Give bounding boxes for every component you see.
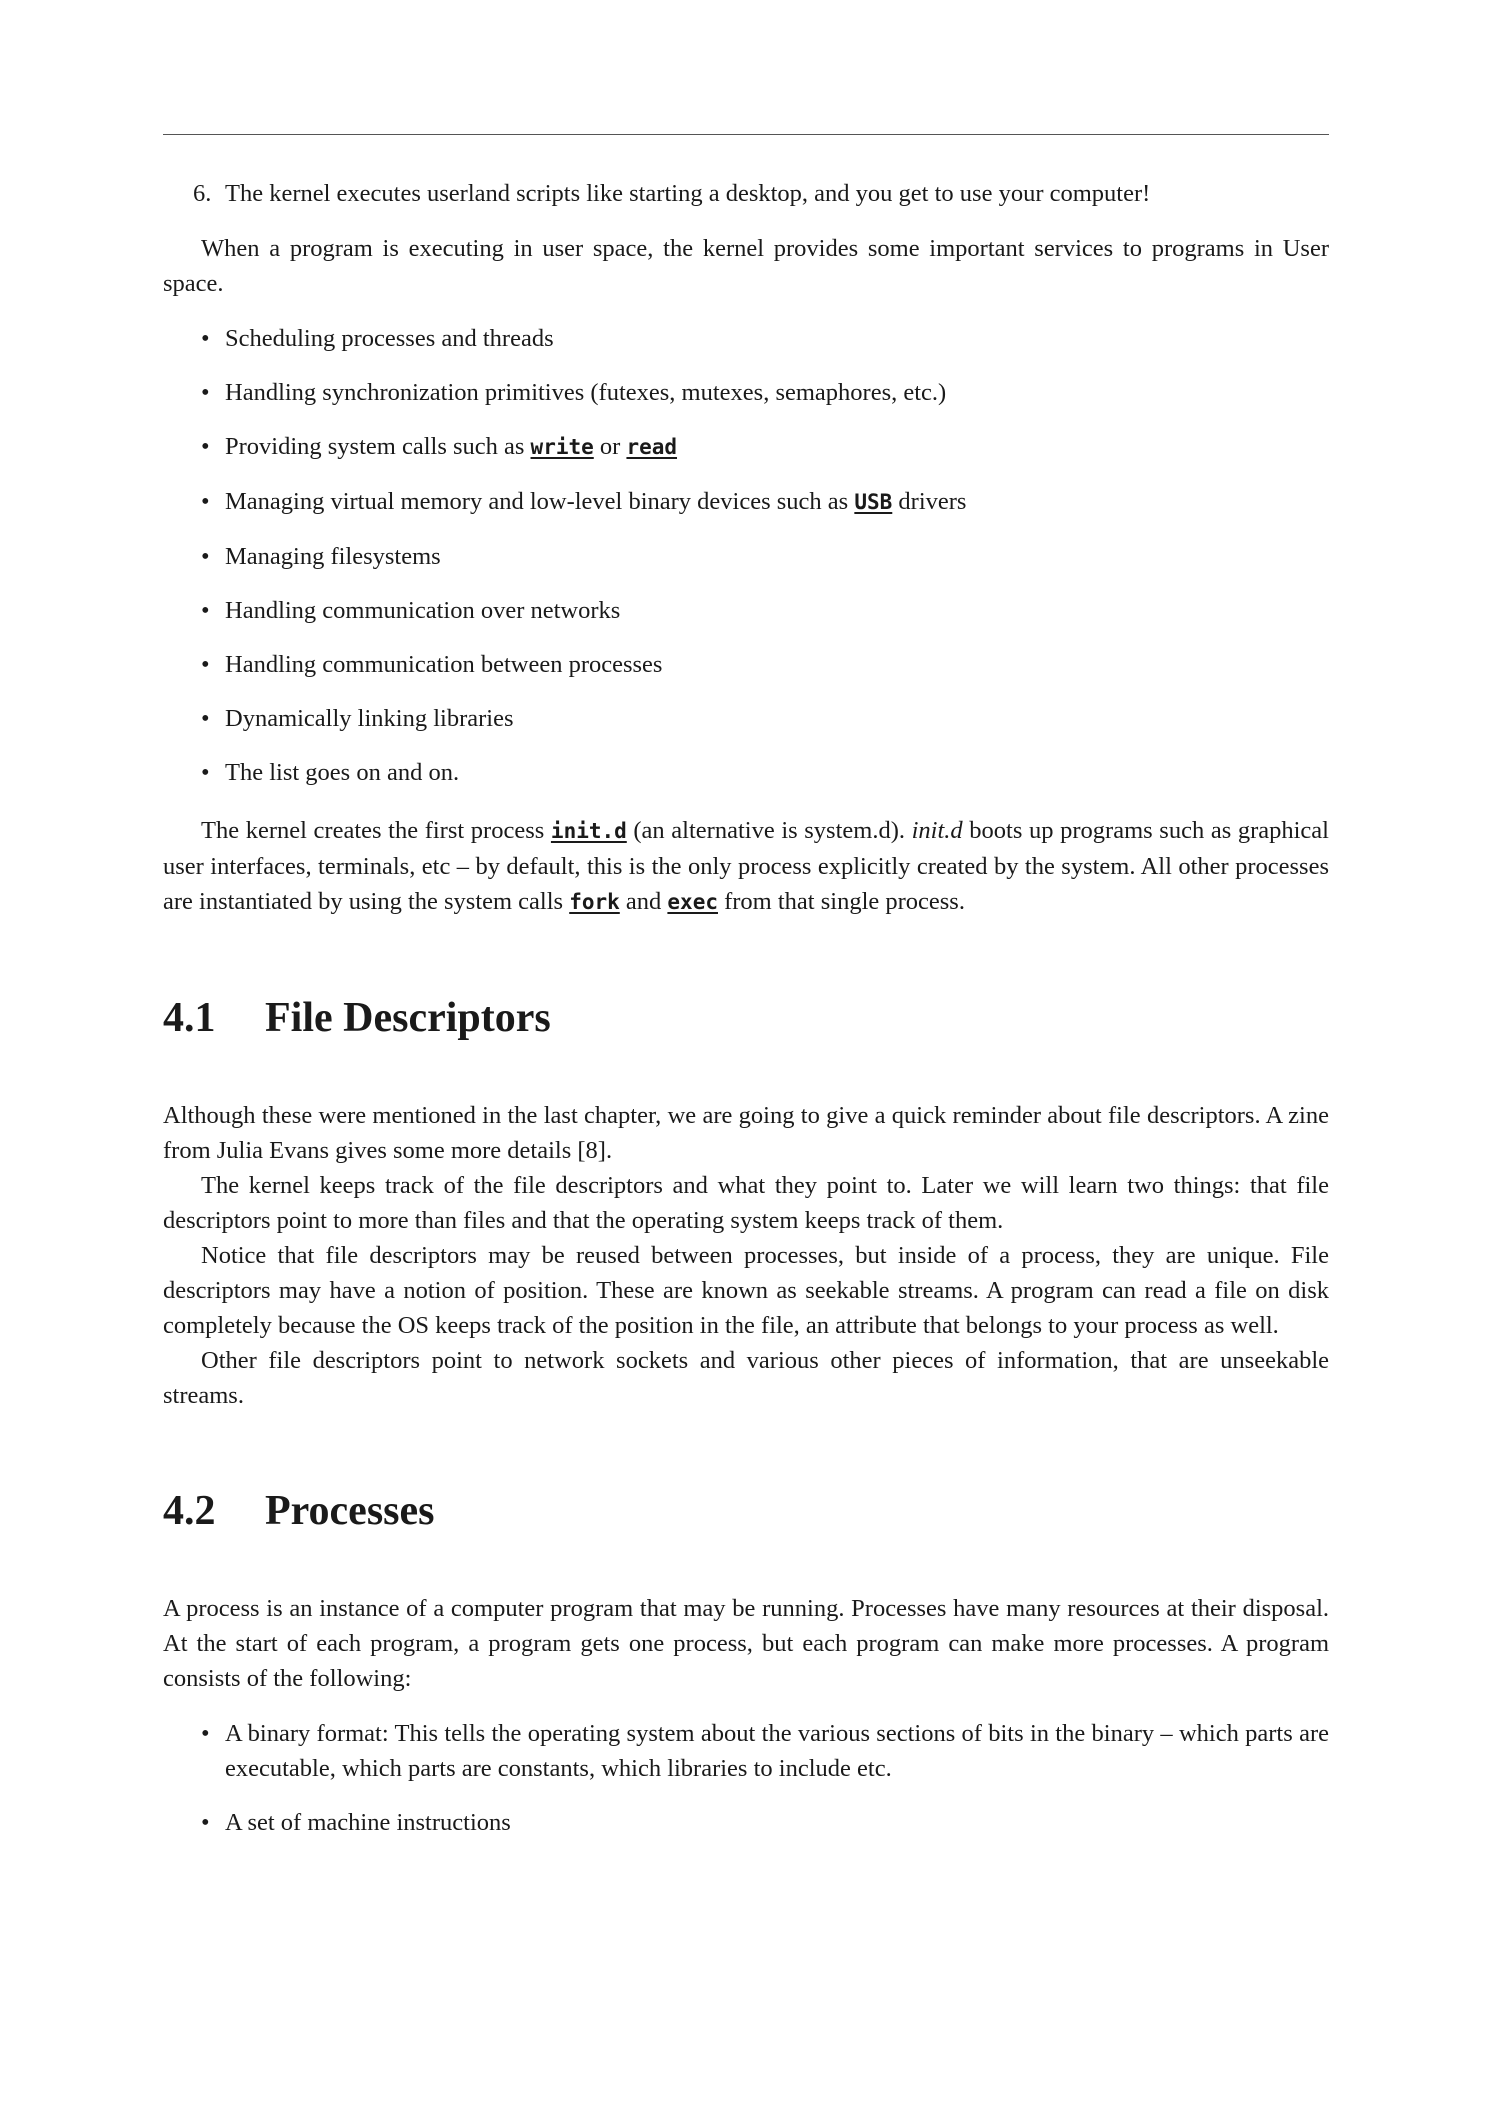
list-item <box>163 375 1329 410</box>
code-usb[interactable]: USB <box>854 490 893 514</box>
intro-paragraph: When a program is executing in user space, the kernel provides some important services to programs in User space. <box>163 235 1329 297</box>
text-run: (an alternative is system.d). <box>626 817 912 844</box>
item-number: 6. <box>193 180 212 207</box>
fd-paragraph-2: The kernel keeps track of the file descriptors and what they point to. Later we will learn two things: that file descriptors point to more than files and that the operating system keeps track of them. <box>163 1172 1329 1234</box>
program-parts-list <box>163 1716 1329 1840</box>
section-heading-processes <box>163 1485 1329 1537</box>
list-item <box>163 484 1329 520</box>
text-run: boots up programs such as graphical user interfaces, terminals, etc – by default, this is the only process explicitly created by the system. All other processes are instantiated by using the system calls <box>163 817 1329 915</box>
code-init-d[interactable]: init.d <box>550 819 627 843</box>
proc-paragraph-1: A process is an instance of a computer program that may be running. Processes have many resources at their disposal. At the start of each program, a program gets one process, but each program can make more processes. A program consists of the following: <box>163 1595 1329 1692</box>
code-read[interactable]: read <box>626 435 678 459</box>
bullet: • <box>201 379 210 406</box>
text-run: from that single process. <box>717 888 965 915</box>
item-text: Managing virtual memory and low-level binary devices such as <box>225 488 855 515</box>
fd-paragraph-3: Notice that file descriptors may be reused between processes, but inside of a process, they are unique. File descriptors may have a notion of position. These are known as seekable streams. A program can read a file on disk completely because the OS keeps track of the position in the file, an attribute that belongs to your process as well. <box>163 1242 1329 1339</box>
item-text: Dynamically linking libraries <box>225 705 514 732</box>
list-item <box>163 593 1329 628</box>
init-paragraph <box>163 813 1329 920</box>
list-item <box>163 539 1329 574</box>
header-rule <box>163 134 1329 135</box>
emphasis-init-d: init.d <box>911 817 963 844</box>
page-content <box>163 176 1329 1859</box>
section-heading-file-descriptors <box>163 992 1329 1044</box>
item-text: or <box>593 433 627 460</box>
list-item <box>163 1805 1329 1840</box>
text-run: and <box>619 888 668 915</box>
bullet: • <box>201 597 210 624</box>
bullet: • <box>201 433 210 460</box>
item-text: Handling communication between processes <box>225 651 663 678</box>
list-item <box>163 1716 1329 1786</box>
item-text: A binary format: This tells the operating system about the various sections of bits in the binary – which parts are executable, which parts are constants, which libraries to include etc. <box>225 1720 1329 1782</box>
fd-paragraph-1: Although these were mentioned in the last chapter, we are going to give a quick reminder about file descriptors. A zine from Julia Evans gives some more details [8]. <box>163 1102 1329 1164</box>
list-item <box>163 429 1329 465</box>
list-item <box>163 647 1329 682</box>
bullet: • <box>201 1809 210 1836</box>
item-text: Providing system calls such as <box>225 433 531 460</box>
section-number: 4.1 <box>163 995 216 1041</box>
bullet: • <box>201 759 210 786</box>
enumerated-list <box>163 176 1329 211</box>
section-title: Processes <box>265 1488 435 1534</box>
list-item <box>163 176 1329 211</box>
bullet: • <box>201 1720 210 1747</box>
bullet: • <box>201 543 210 570</box>
item-text: A set of machine instructions <box>225 1809 511 1836</box>
bullet: • <box>201 325 210 352</box>
section-title: File Descriptors <box>265 995 551 1041</box>
item-text: Scheduling processes and threads <box>225 325 554 352</box>
item-text: Handling synchronization primitives (futexes, mutexes, semaphores, etc.) <box>225 379 947 406</box>
bullet: • <box>201 488 210 515</box>
code-exec[interactable]: exec <box>667 890 718 914</box>
bullet: • <box>201 651 210 678</box>
list-item <box>163 321 1329 356</box>
item-text: Handling communication over networks <box>225 597 621 624</box>
bullet: • <box>201 705 210 732</box>
list-item <box>163 701 1329 736</box>
list-item <box>163 755 1329 790</box>
fd-paragraph-4: Other file descriptors point to network sockets and various other pieces of information, that are unseekable streams. <box>163 1347 1329 1409</box>
kernel-services-list <box>163 321 1329 790</box>
item-text: Managing filesystems <box>225 543 441 570</box>
code-write[interactable]: write <box>530 435 594 459</box>
item-text: The kernel executes userland scripts like starting a desktop, and you get to use your computer! <box>225 180 1151 207</box>
code-fork[interactable]: fork <box>569 890 620 914</box>
item-text: The list goes on and on. <box>225 759 460 786</box>
section-number: 4.2 <box>163 1488 216 1534</box>
text-run: The kernel creates the first process <box>201 817 551 844</box>
item-text: drivers <box>892 488 967 515</box>
